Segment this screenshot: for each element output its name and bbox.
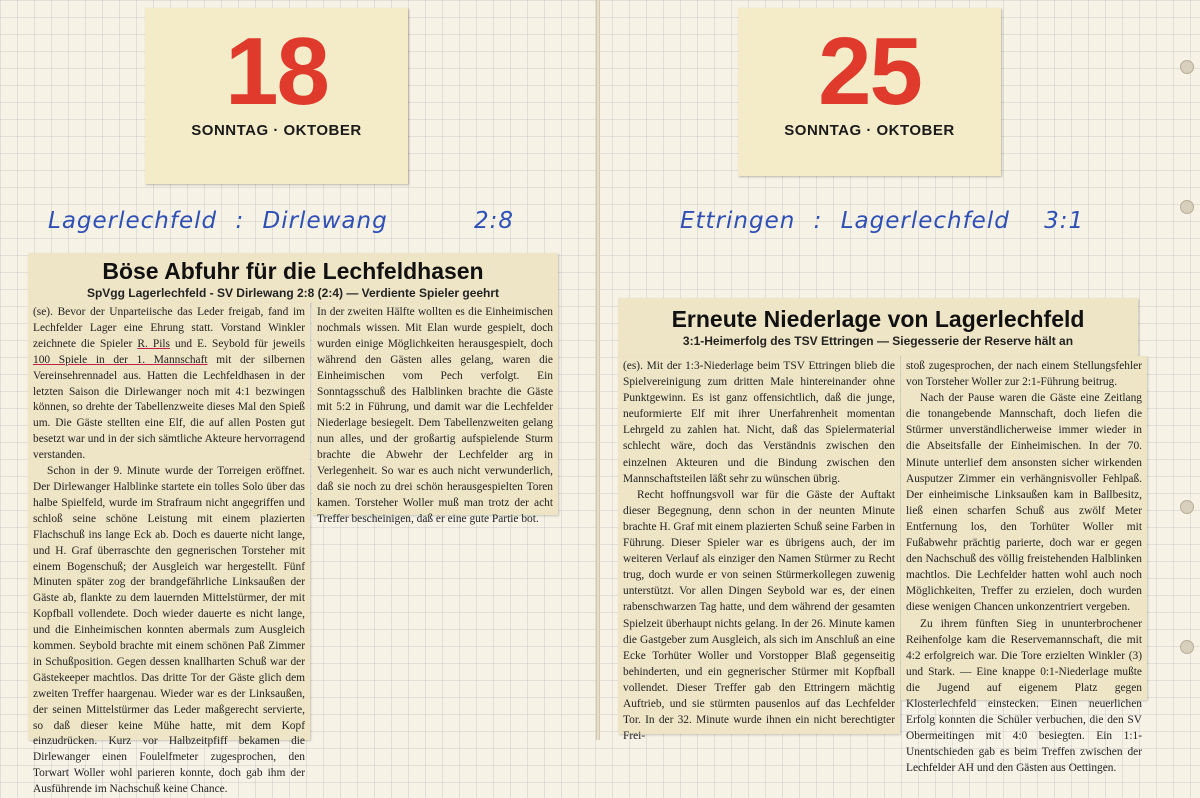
article-headline: Böse Abfuhr für die Lechfeldhasen: [102, 258, 484, 284]
article-column-2-clipping: [312, 303, 558, 525]
honored-games-count: 100 Spiele in der 1. Mannschaft: [33, 353, 208, 366]
calendar-sheet-25: [738, 8, 1001, 176]
article-column-1: [623, 358, 895, 743]
left-page: [0, 0, 598, 796]
paragraph-intro-start: (se). Bevor der Unparteiische das Leder freigab, fand im Lechfelder Lager eine Ehrung statt. Vorstand Winkler zeichnete die Spieler: [33, 306, 305, 350]
handwritten-home-team: Ettringen: [680, 208, 796, 234]
paragraph-second-half: Nach der Pause waren die Gäste eine Zeitlang die tonangebende Mannschaft, doch liefen die Stürmer unverständlicherweise immer wieder in die Abseitsfalle der Einheimischen. In der 70. Minute unterlief dem ansonsten sicher wirkenden Ausputzer Zimmer ein verhängnisvoller Fehlpaß. Der einheimische Linksaußen kam in Ballbesitz, ließ einen scharfen Schuß aus zwölf Meter Entfernung los, den Torhüter Woller mit Fußabwehr prächtig parierte, doch war er gegen den Nachschuß des völlig freistehenden Halblinken machtlos. Die Lechfelder hatten wohl auch noch Möglichkeiten, Treffer zu erzielen, doch wurden diese wenigen Chancen unkonzentriert vergeben.: [906, 392, 1142, 614]
binder-hole: [1180, 60, 1194, 74]
article-subline: 3:1-Heimerfolg des TSV Ettringen — Siegesserie der Reserve hält an: [682, 334, 1074, 348]
calendar-label: SONNTAG · OKTOBER: [191, 122, 362, 139]
paragraph-intro: (es). Mit der 1:3-Niederlage beim TSV Ettringen blieb die Spielvereinigung zum dritten Male hintereinander ohne Punktgewinn. Es ist ganz offensichtlich, daß die junge, neuformierte Elf mit ihrer Unerfahrenheit momentan Lehrgeld zu zahlen hat. Nicht, daß das Spielermaterial schlecht wäre, doch das Verständnis zwischen den einzelnen Akteuren und die Bindung zwischen den Mannschaftsteilen läßt sehr zu wünschen übrig.: [623, 360, 895, 485]
handwritten-result: [680, 208, 1084, 234]
paragraph-intro-end: mit der silbernen Vereinsehrennadel aus. Hatten die Lechfeldhasen in der letzten Saison die Dirlewanger noch mit 4:1 bezwingen können, so drehte der Tabellenzweite dieses Mal den Spieß um. Die Gäste stellten eine Elf, die auf allen Posten gut besetzt war und in der sich sämtliche Akteure hervorragend verstanden.: [33, 353, 305, 462]
article-column-2: In der zweiten Hälfte wollten es die Einheimischen nochmals wissen. Mit Elan wurde gespielt, doch wurden einige Möglichkeiten herausgespielt, doch während den Gästen alles gelang, waren die Einheimischen vom Pech verfolgt. Ein Sonntagsschuß des Halblinken brachte die Gäste mit 5:2 in Führung, und damit war die Lechfelder Niederlage besiegelt. Dem Tabellenzweiten gelang nun alles, und der großartig aufspielende Sturm brachte die Abwehr der Lechfelder arg in Verlegenheit. So war es auch nicht verwunderlich, daß sie noch zu drei schön herausgespielten Toren kamen. Torsteher Woller muß man trotz der acht Treffer bescheinigen, daß er eine gute Partie bot.: [317, 306, 553, 525]
article-column-1: [33, 305, 306, 796]
paragraph-intro-mid: und E. Seybold für jeweils: [175, 337, 306, 350]
handwritten-away-team: Lagerlechfeld: [840, 208, 1010, 234]
calendar-day: 25: [818, 18, 921, 125]
article-column-1-clipping: [28, 303, 310, 796]
article-column-2: [906, 358, 1142, 775]
handwritten-home-team: Lagerlechfeld: [48, 208, 218, 234]
binder-hole: [1180, 200, 1194, 214]
article-header-clipping: [28, 253, 558, 303]
binder-holes: [1180, 0, 1194, 740]
article-headline: Erneute Niederlage von Lagerlechfeld: [671, 306, 1085, 332]
handwritten-score: 2:8: [474, 208, 515, 234]
right-page: [598, 0, 1200, 775]
handwritten-result: [48, 208, 514, 234]
article-column-1-clipping: [618, 356, 900, 743]
handwritten-score: 3:1: [1044, 208, 1085, 234]
paragraph-first-half: Recht hoffnungsvoll war für die Gäste der Auftakt dieser Begegnung, denn schon in der neunten Minute brachte H. Graf mit einem plazierten Schuß seine Farben in Führung. Dieser Spieler war es übrigens auch, der im weiteren Verlauf als einziger den Namen Stürmer zu Recht trug, doch wurde er von seinen Stürmerkollegen zuwenig unterstützt. Vor allen Dingen Seybold war es, der einen rabenschwarzen Tag hatte, und dem während der gesamten Spielzeit überhaupt nichts gelang. In der 26. Minute kamen die Gastgeber zum Ausgleich, als sich im Anschluß an eine Ecke Torhüter Woller und Vorstopper Blaß gegenseitig behinderten, und ein gegnerischer Stürmer mit Kopfball vollendet. Dieser Treffer gab den Ettringern mächtig Auftrieb, und sie stürmten pausenlos auf das Lechfelder Tor. In der 32. Minute wurde ihnen ein nicht berechtigter Frei-: [623, 488, 895, 743]
calendar-label: SONNTAG · OKTOBER: [784, 122, 955, 139]
paragraph-reserve-team: Zu ihrem fünften Sieg in ununterbrochener Reihenfolge kam die Reservemannschaft, die mit 4:2 erfolgreich war. Die Tore erzielten Winkler (3) und Stark. — Eine knappe 0:1-Niederlage mußte die Jugend auf eigenem Platz gegen Klosterlechfeld einstecken. Einen neuerlichen Erfolg konnten die Schüler verbuchen, die den SV Obermeitingen mit 4:0 besiegten. Ein 1:1-Unentschieden gab es beim Treffen zwischen der Lechfelder AH und den Gästen aus Oettingen.: [906, 617, 1142, 775]
binder-hole: [1180, 500, 1194, 514]
article-column-2-clipping: [901, 356, 1147, 775]
handwritten-separator: :: [813, 208, 823, 234]
calendar-sheet-18: [145, 8, 408, 184]
honored-player-name: R. Pils: [137, 337, 170, 350]
handwritten-separator: :: [235, 208, 245, 234]
article-subline: SpVgg Lagerlechfeld - SV Dirlewang 2:8 (2:4) — Verdiente Spieler geehrt: [86, 286, 500, 300]
paragraph-continuation: stoß zugesprochen, der nach einem Stellungsfehler von Torsteher Woller zur 2:1-Führung beitrug.: [906, 360, 1142, 389]
calendar-day: 18: [225, 18, 328, 125]
binder-hole: [1180, 640, 1194, 654]
handwritten-away-team: Dirlewang: [262, 208, 388, 234]
paragraph-first-half: Schon in der 9. Minute wurde der Torreigen eröffnet. Der Dirlewanger Halblinke startete ein tolles Solo über das halbe Spielfeld, wurde im Strafraum nicht angegriffen und schloß seine schöne Leistung mit einem plazierten Flachschuß ins lange Eck ab. Doch es dauerte nicht lange, und H. Graf überraschte den gegnerischen Torsteher mit einem Bogenschuß; der Ausgleich war hergestellt. Fünf Minuten später zog der brandgefährliche Linksaußen der Gäste ab, flankte zu dem lauernden Mittelstürmer, der mit Kopfball vollendete. Doch wieder dauerte es nicht lange, und die Einheimischen konnten abermals zum Ausgleich kommen. Seybold brachte mit einem schönen Paß Zimmer in Schußposition. Gegen dessen knallharten Schuß war der Gästekeeper machtlos. Das dritte Tor der Gäste glich dem zweiten Treffer haargenau. Wieder war es der Linksaußen, der seinen Mittelstürmer das Leder maßgerecht servierte, so daß dieser keine Mühe hatte, mit dem Kopf einzudrücken. Kurz vor Halbzeitpfiff bekamen die Dirlewanger einen Foulelfmeter zugesprochen, den Torwart Woller wohl parieren konnte, doch gab ihm der Ausführende im Nachschuß keine Chance.: [33, 465, 305, 796]
article-header-clipping: [618, 298, 1138, 356]
